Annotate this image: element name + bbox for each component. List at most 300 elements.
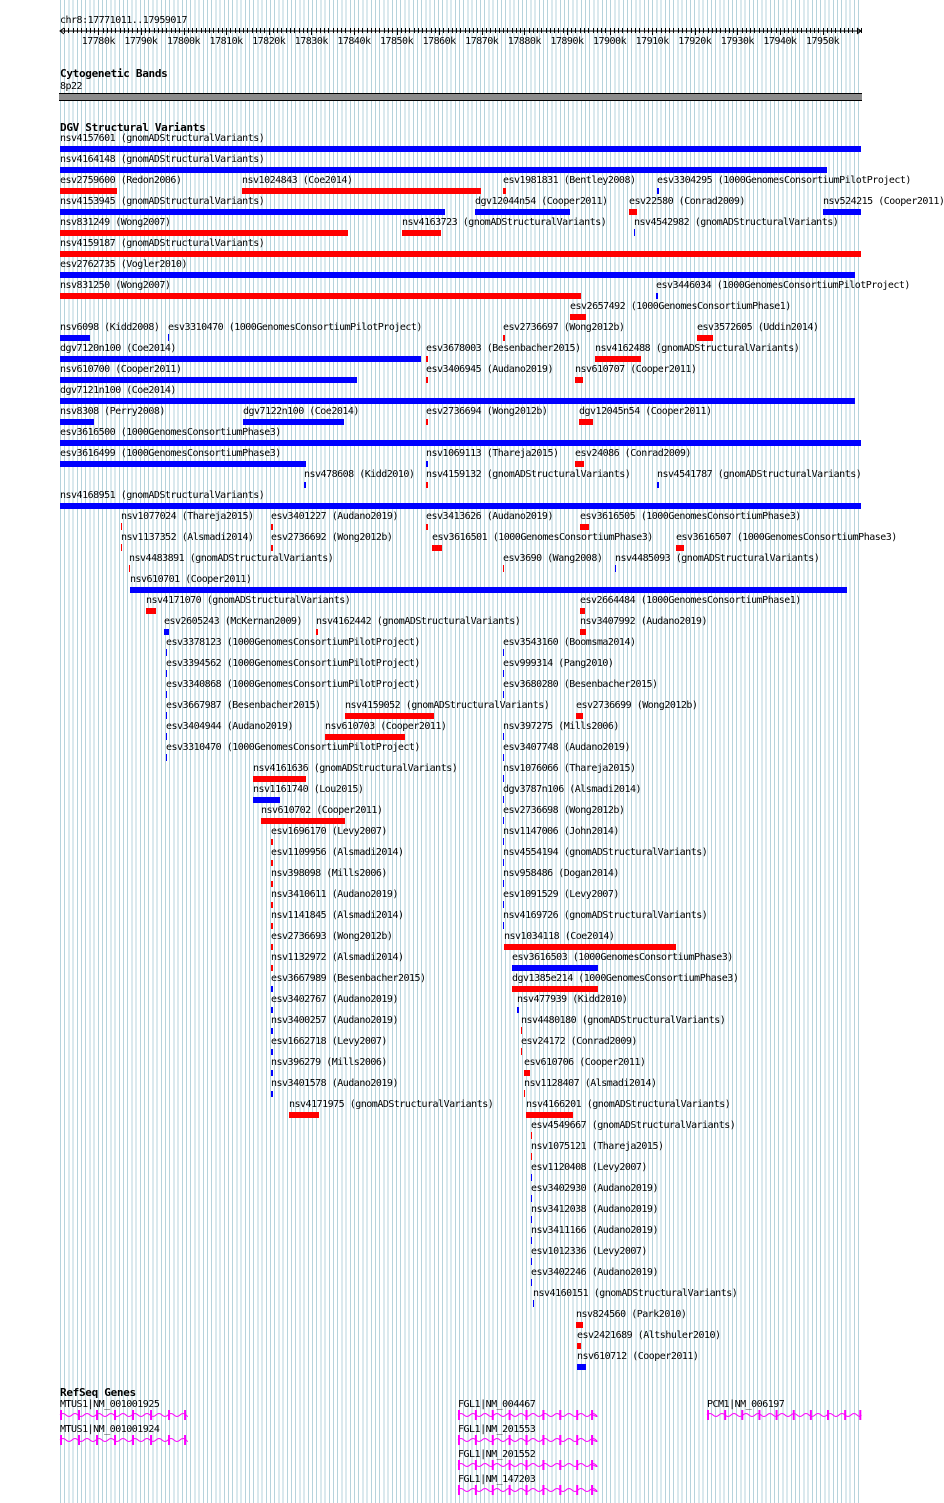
variant-label[interactable]: nsv1132972 (Alsmadi2014) (271, 952, 404, 963)
gene-exon (559, 1435, 561, 1445)
variant-bar[interactable] (517, 1007, 519, 1013)
position-label: chr8:17771011..17959017 (60, 15, 187, 26)
variant-bar[interactable] (580, 608, 585, 614)
variant-label[interactable]: nsv4162442 (gnomADStructuralVariants) (316, 616, 521, 627)
gene-label[interactable]: FGL1|NM_004467 (458, 1399, 536, 1410)
variant-label[interactable]: nsv610712 (Cooper2011) (577, 1351, 699, 1362)
gene-model[interactable] (60, 1434, 194, 1446)
variant-label[interactable]: esv2736697 (Wong2012b) (503, 322, 625, 333)
variant-marker[interactable] (634, 229, 635, 236)
variant-marker[interactable] (166, 712, 167, 719)
variant-bar[interactable] (402, 230, 441, 236)
variant-bar[interactable] (503, 188, 506, 194)
variant-marker[interactable] (503, 733, 504, 740)
variant-bar[interactable] (426, 356, 428, 362)
variant-bar[interactable] (271, 1070, 273, 1076)
gene-model[interactable] (458, 1459, 601, 1471)
variant-label[interactable]: nsv3400257 (Audano2019) (271, 1015, 398, 1026)
variant-bar[interactable] (60, 419, 94, 425)
variant-bar[interactable] (60, 146, 861, 152)
variant-label[interactable]: esv3402767 (Audano2019) (271, 994, 398, 1005)
variant-label[interactable]: esv2736694 (Wong2012b) (426, 406, 548, 417)
variant-bar[interactable] (345, 713, 434, 719)
variant-label[interactable]: esv3616505 (1000GenomesConsortiumPhase3) (580, 511, 801, 522)
variant-bar[interactable] (580, 524, 589, 530)
variant-label[interactable]: esv4549667 (gnomADStructuralVariants) (531, 1120, 736, 1131)
variant-label[interactable]: dgv1385e214 (1000GenomesConsortiumPhase3) (512, 973, 739, 984)
variant-label[interactable]: esv1981831 (Bentley2008) (503, 175, 636, 186)
variant-label[interactable]: esv3680280 (Besenbacher2015) (503, 679, 658, 690)
variant-bar[interactable] (570, 314, 586, 320)
variant-label[interactable]: esv2759600 (Redon2006) (60, 175, 182, 186)
ruler-tick-label: 17940k (763, 36, 797, 47)
variant-label[interactable]: nsv6098 (Kidd2008) (60, 322, 160, 333)
variant-label[interactable]: nsv3411166 (Audano2019) (531, 1225, 658, 1236)
variant-label[interactable]: esv3304295 (1000GenomesConsortiumPilotProject) (657, 175, 911, 186)
variant-bar[interactable] (271, 986, 273, 992)
variant-bar[interactable] (164, 629, 169, 635)
variant-marker[interactable] (168, 334, 169, 341)
variant-label[interactable]: esv1109956 (Alsmadi2014) (271, 847, 404, 858)
variant-label[interactable]: esv3667989 (Besenbacher2015) (271, 973, 426, 984)
variant-marker[interactable] (503, 796, 504, 803)
variant-bar[interactable] (271, 545, 273, 551)
variant-label[interactable]: nsv1024843 (Coe2014) (242, 175, 353, 186)
variant-marker[interactable] (166, 733, 167, 740)
gene-exon (509, 1460, 511, 1470)
variant-label[interactable]: esv3616499 (1000GenomesConsortiumPhase3) (60, 448, 281, 459)
gene-exon (526, 1410, 528, 1420)
gene-exon (475, 1435, 477, 1445)
variant-label[interactable]: nsv4161636 (gnomADStructuralVariants) (253, 763, 458, 774)
variant-marker[interactable] (524, 1090, 525, 1097)
variant-bar[interactable] (60, 377, 357, 383)
variant-label[interactable]: esv3401227 (Audano2019) (271, 511, 398, 522)
ruler-tick-label: 17810k (209, 36, 243, 47)
variant-bar[interactable] (676, 545, 684, 551)
variant-label[interactable]: nsv1147006 (John2014) (503, 826, 619, 837)
gene-exon (458, 1460, 460, 1470)
variant-bar[interactable] (575, 461, 584, 467)
variant-marker[interactable] (166, 670, 167, 677)
gene-exon (559, 1460, 561, 1470)
variant-label[interactable]: esv2762735 (Vogler2010) (60, 259, 187, 270)
variant-bar[interactable] (656, 293, 658, 299)
variant-label[interactable]: esv24172 (Conrad2009) (521, 1036, 637, 1047)
variant-bar[interactable] (524, 1070, 530, 1076)
variant-bar[interactable] (271, 1028, 273, 1034)
cytoband-track-title: Cytogenetic Bands (60, 67, 168, 80)
variant-label[interactable]: dgv7121n100 (Coe2014) (60, 385, 176, 396)
variant-label[interactable]: nsv610707 (Cooper2011) (575, 364, 697, 375)
variant-bar[interactable] (426, 482, 428, 488)
variant-marker[interactable] (531, 1132, 532, 1139)
variant-marker[interactable] (531, 1195, 532, 1202)
gene-exon (559, 1485, 561, 1495)
gene-exon (724, 1410, 726, 1420)
variant-label[interactable]: nsv958486 (Dogan2014) (503, 868, 619, 879)
variant-bar[interactable] (60, 230, 348, 236)
variant-label[interactable]: nsv396279 (Mills2006) (271, 1057, 387, 1068)
variant-label[interactable]: nsv3412038 (Audano2019) (531, 1204, 658, 1215)
variant-label[interactable]: nsv3401578 (Audano2019) (271, 1078, 398, 1089)
variant-label[interactable]: nsv4541787 (gnomADStructuralVariants) (657, 469, 862, 480)
variant-bar[interactable] (289, 1112, 319, 1118)
variant-bar[interactable] (60, 335, 90, 341)
variant-bar[interactable] (577, 1364, 586, 1370)
gene-label[interactable]: MTUS1|NM_001001925 (60, 1399, 160, 1410)
gene-exon (542, 1485, 544, 1495)
ruler-tick-label: 17950k (806, 36, 840, 47)
variant-bar[interactable] (60, 167, 827, 173)
gene-exon (458, 1410, 460, 1420)
gene-exon (591, 1460, 593, 1470)
variant-marker[interactable] (129, 565, 130, 572)
variant-label[interactable]: nsv1161740 (Lou2015) (253, 784, 364, 795)
gene-model[interactable] (458, 1434, 601, 1446)
variant-label[interactable]: nsv4169726 (gnomADStructuralVariants) (503, 910, 708, 921)
variant-label[interactable]: esv3446034 (1000GenomesConsortiumPilotProject) (656, 280, 910, 291)
cytoband-bar[interactable] (59, 93, 862, 101)
gene-exon (492, 1485, 494, 1495)
variant-bar[interactable] (271, 524, 273, 530)
variant-label[interactable]: nsv4157601 (gnomADStructuralVariants) (60, 133, 265, 144)
variant-marker[interactable] (503, 565, 504, 572)
variant-marker[interactable] (521, 1048, 522, 1055)
variant-bar[interactable] (271, 839, 273, 845)
variant-label[interactable]: esv3378123 (1000GenomesConsortiumPilotProject) (166, 637, 420, 648)
variant-marker[interactable] (503, 691, 504, 698)
variant-bar[interactable] (243, 419, 344, 425)
variant-bar[interactable] (253, 797, 280, 803)
variant-label[interactable]: esv1696170 (Levy2007) (271, 826, 387, 837)
variant-bar[interactable] (512, 965, 598, 971)
gene-exon (576, 1460, 578, 1470)
variant-bar[interactable] (261, 818, 345, 824)
variant-bar[interactable] (426, 377, 428, 383)
variant-label[interactable]: nsv4483891 (gnomADStructuralVariants) (129, 553, 334, 564)
variant-label[interactable]: esv3340868 (1000GenomesConsortiumPilotProject) (166, 679, 420, 690)
variant-marker[interactable] (531, 1174, 532, 1181)
variant-label[interactable]: nsv8308 (Perry2008) (60, 406, 165, 417)
variant-bar[interactable] (325, 734, 405, 740)
variant-bar[interactable] (242, 188, 481, 194)
variant-bar[interactable] (512, 986, 598, 992)
gene-exon (591, 1410, 593, 1420)
variant-label[interactable]: nsv4160151 (gnomADStructuralVariants) (533, 1288, 738, 1299)
variant-bar[interactable] (426, 419, 428, 425)
gene-exon (475, 1485, 477, 1495)
gene-label[interactable]: FGL1|NM_201552 (458, 1449, 536, 1460)
variant-bar[interactable] (304, 482, 306, 488)
ruler-tick-label: 17920k (678, 36, 712, 47)
variant-bar[interactable] (271, 1049, 273, 1055)
variant-bar[interactable] (426, 461, 428, 467)
gene-exon (96, 1410, 98, 1420)
variant-marker[interactable] (503, 817, 504, 824)
variant-bar[interactable] (577, 1343, 581, 1349)
variant-bar[interactable] (60, 461, 306, 467)
variant-bar[interactable] (426, 524, 428, 530)
variant-label[interactable]: nsv397275 (Mills2006) (503, 721, 619, 732)
gene-exon (776, 1410, 778, 1420)
gene-exon (526, 1435, 528, 1445)
variant-bar[interactable] (271, 965, 273, 971)
variant-bar[interactable] (271, 944, 273, 950)
variant-label[interactable]: esv1662718 (Levy2007) (271, 1036, 387, 1047)
variant-label[interactable]: nsv4485093 (gnomADStructuralVariants) (615, 553, 820, 564)
variant-bar[interactable] (316, 629, 318, 635)
variant-label[interactable]: nsv610700 (Cooper2011) (60, 364, 182, 375)
variant-label[interactable]: esv3402930 (Audano2019) (531, 1183, 658, 1194)
variant-marker[interactable] (503, 922, 504, 929)
variant-marker[interactable] (533, 1300, 534, 1307)
variant-label[interactable]: esv2736699 (Wong2012b) (576, 700, 698, 711)
variant-bar[interactable] (60, 272, 855, 278)
variant-label[interactable]: esv999314 (Pang2010) (503, 658, 614, 669)
variant-label[interactable]: nsv4171975 (gnomADStructuralVariants) (289, 1099, 494, 1110)
variant-label[interactable]: dgv3787n106 (Alsmadi2014) (503, 784, 642, 795)
variant-bar[interactable] (271, 860, 273, 866)
gene-exon (114, 1435, 116, 1445)
variant-label[interactable]: nsv1137352 (Alsmadi2014) (121, 532, 254, 543)
variant-label[interactable]: esv22580 (Conrad2009) (629, 196, 745, 207)
gene-label[interactable]: FGL1|NM_147203 (458, 1474, 536, 1485)
gene-exon (168, 1410, 170, 1420)
variant-marker[interactable] (531, 1279, 532, 1286)
gene-exon (78, 1435, 80, 1445)
variant-label[interactable]: dgv7122n100 (Coe2014) (243, 406, 359, 417)
variant-bar[interactable] (60, 503, 861, 509)
ruler-tick-label: 17840k (337, 36, 371, 47)
variant-label[interactable]: esv3616501 (1000GenomesConsortiumPhase3) (432, 532, 653, 543)
variant-marker[interactable] (503, 670, 504, 677)
variant-bar[interactable] (60, 398, 855, 404)
variant-label[interactable]: nsv831249 (Wong2007) (60, 217, 171, 228)
cytoband-name: 8p22 (60, 81, 83, 92)
variant-label[interactable]: nsv4554194 (gnomADStructuralVariants) (503, 847, 708, 858)
gene-exon (741, 1410, 743, 1420)
variant-label[interactable]: nsv1034118 (Coe2014) (504, 931, 615, 942)
variant-bar[interactable] (475, 209, 570, 215)
variant-bar[interactable] (657, 482, 659, 488)
variant-label[interactable]: esv3616507 (1000GenomesConsortiumPhase3) (676, 532, 897, 543)
variant-label[interactable]: esv2421689 (Altshuler2010) (577, 1330, 721, 1341)
variant-label[interactable]: nsv1141845 (Alsmadi2014) (271, 910, 404, 921)
gene-label[interactable]: PCM1|NM_006197 (707, 1399, 785, 1410)
gene-model[interactable] (60, 1409, 194, 1421)
variant-bar[interactable] (60, 209, 445, 215)
gene-model[interactable] (458, 1484, 601, 1496)
variant-bar[interactable] (657, 188, 659, 194)
variant-label[interactable]: esv3667987 (Besenbacher2015) (166, 700, 321, 711)
variant-label[interactable]: nsv4163723 (gnomADStructuralVariants) (402, 217, 607, 228)
variant-marker[interactable] (615, 565, 616, 572)
variant-bar[interactable] (60, 440, 861, 446)
variant-label[interactable]: esv3394562 (1000GenomesConsortiumPilotProject) (166, 658, 420, 669)
variant-bar[interactable] (146, 608, 156, 614)
variant-bar[interactable] (60, 251, 861, 257)
variant-label[interactable]: nsv4159052 (gnomADStructuralVariants) (345, 700, 550, 711)
variant-label[interactable]: esv3616503 (1000GenomesConsortiumPhase3) (512, 952, 733, 963)
variant-label[interactable]: esv2736692 (Wong2012b) (271, 532, 393, 543)
ruler-tick-label: 17850k (379, 36, 414, 47)
variant-bar[interactable] (526, 1112, 573, 1118)
gene-exon (827, 1410, 829, 1420)
variant-marker[interactable] (531, 1216, 532, 1223)
variant-label[interactable]: nsv831250 (Wong2007) (60, 280, 171, 291)
variant-marker[interactable] (166, 754, 167, 761)
variant-bar[interactable] (697, 335, 713, 341)
variant-marker[interactable] (503, 775, 504, 782)
variant-label[interactable]: esv3404944 (Audano2019) (166, 721, 293, 732)
variant-bar[interactable] (580, 629, 586, 635)
variant-label[interactable]: nsv1069113 (Thareja2015) (426, 448, 559, 459)
variant-label[interactable]: esv2736693 (Wong2012b) (271, 931, 393, 942)
variant-label[interactable]: dgv12044n54 (Cooper2011) (475, 196, 608, 207)
variant-bar[interactable] (575, 377, 583, 383)
variant-label[interactable]: nsv4153945 (gnomADStructuralVariants) (60, 196, 265, 207)
variant-label[interactable]: nsv477939 (Kidd2010) (517, 994, 628, 1005)
variant-bar[interactable] (823, 209, 861, 215)
variant-label[interactable]: esv3407748 (Audano2019) (503, 742, 630, 753)
variant-label[interactable]: nsv398098 (Mills2006) (271, 868, 387, 879)
variant-label[interactable]: esv3616500 (1000GenomesConsortiumPhase3) (60, 427, 281, 438)
variant-label[interactable]: nsv610703 (Cooper2011) (325, 721, 447, 732)
variant-label[interactable]: nsv4168951 (gnomADStructuralVariants) (60, 490, 265, 501)
gene-model[interactable] (707, 1409, 869, 1421)
variant-label[interactable]: nsv478608 (Kidd2010) (304, 469, 415, 480)
variant-marker[interactable] (121, 544, 122, 551)
variant-label[interactable]: nsv3407992 (Audano2019) (580, 616, 707, 627)
gene-label[interactable]: MTUS1|NM_001001924 (60, 1424, 160, 1435)
gene-exon (168, 1435, 170, 1445)
variant-label[interactable]: esv3310470 (1000GenomesConsortiumPilotProject) (166, 742, 420, 753)
variant-label[interactable]: nsv4164148 (gnomADStructuralVariants) (60, 154, 265, 165)
gene-exon (844, 1410, 846, 1420)
variant-marker[interactable] (503, 649, 504, 656)
gene-exon (793, 1410, 795, 1420)
variant-marker[interactable] (503, 838, 504, 845)
gene-model[interactable] (458, 1409, 601, 1421)
gene-exon (542, 1460, 544, 1470)
variant-bar[interactable] (271, 881, 273, 887)
variant-marker[interactable] (531, 1237, 532, 1244)
gene-exon (184, 1435, 186, 1445)
variant-label[interactable]: esv610706 (Cooper2011) (524, 1057, 646, 1068)
variant-marker[interactable] (531, 1153, 532, 1160)
variant-label[interactable]: esv2657492 (1000GenomesConsortiumPhase1) (570, 301, 791, 312)
variant-marker[interactable] (531, 1258, 532, 1265)
variant-bar[interactable] (130, 587, 847, 593)
variant-marker[interactable] (166, 649, 167, 656)
dgv-track-title: DGV Structural Variants (60, 121, 206, 134)
variant-label[interactable]: esv2605243 (McKernan2009) (164, 616, 303, 627)
variant-label[interactable]: esv1091529 (Levy2007) (503, 889, 619, 900)
variant-marker[interactable] (166, 691, 167, 698)
variant-label[interactable]: nsv1076066 (Thareja2015) (503, 763, 636, 774)
variant-label[interactable]: nsv4480180 (gnomADStructuralVariants) (521, 1015, 726, 1026)
variant-label[interactable]: esv1120408 (Levy2007) (531, 1162, 647, 1173)
variant-bar[interactable] (432, 545, 442, 551)
variant-label[interactable]: nsv4171070 (gnomADStructuralVariants) (146, 595, 351, 606)
variant-bar[interactable] (60, 188, 117, 194)
gene-exon (132, 1410, 134, 1420)
variant-marker[interactable] (503, 880, 504, 887)
variant-label[interactable]: nsv4162488 (gnomADStructuralVariants) (595, 343, 800, 354)
variant-label[interactable]: nsv610701 (Cooper2011) (130, 574, 252, 585)
ruler-tick-label: 17880k (507, 36, 541, 47)
variant-marker[interactable] (503, 901, 504, 908)
ruler-tick-label: 17930k (720, 36, 754, 47)
variant-label[interactable]: nsv610702 (Cooper2011) (261, 805, 383, 816)
variant-marker[interactable] (503, 859, 504, 866)
variant-label[interactable]: esv2664484 (1000GenomesConsortiumPhase1) (580, 595, 801, 606)
variant-label[interactable]: nsv4542982 (gnomADStructuralVariants) (634, 217, 839, 228)
variant-label[interactable]: esv3413626 (Audano2019) (426, 511, 553, 522)
variant-label[interactable]: esv3572605 (Uddin2014) (697, 322, 819, 333)
variant-bar[interactable] (579, 419, 593, 425)
refseq-track-title: RefSeq Genes (60, 1386, 136, 1399)
ruler-tick-label: 17830k (294, 36, 328, 47)
variant-bar[interactable] (271, 1091, 273, 1097)
gene-exon (542, 1435, 544, 1445)
variant-bar[interactable] (595, 356, 641, 362)
variant-bar[interactable] (503, 335, 505, 341)
variant-label[interactable]: nsv824560 (Park2010) (576, 1309, 687, 1320)
variant-label[interactable]: esv3406945 (Audano2019) (426, 364, 553, 375)
variant-label[interactable]: esv3310470 (1000GenomesConsortiumPilotProject) (168, 322, 422, 333)
variant-bar[interactable] (60, 356, 421, 362)
variant-label[interactable]: esv3678003 (Besenbacher2015) (426, 343, 581, 354)
variant-bar[interactable] (271, 902, 273, 908)
gene-label[interactable]: FGL1|NM_201553 (458, 1424, 536, 1435)
gene-exon (114, 1410, 116, 1420)
variant-label[interactable]: esv2736698 (Wong2012b) (503, 805, 625, 816)
variant-label[interactable]: nsv1077024 (Thareja2015) (121, 511, 254, 522)
gene-exon (707, 1410, 709, 1420)
variant-bar[interactable] (271, 923, 273, 929)
variant-label[interactable]: esv3690 (Wang2008) (503, 553, 603, 564)
variant-label[interactable]: esv3402246 (Audano2019) (531, 1267, 658, 1278)
variant-bar[interactable] (576, 1322, 583, 1328)
variant-label[interactable]: dgv7120n100 (Coe2014) (60, 343, 176, 354)
variant-bar[interactable] (271, 1007, 273, 1013)
variant-label[interactable]: nsv1128407 (Alsmadi2014) (524, 1078, 657, 1089)
variant-bar[interactable] (60, 293, 581, 299)
variant-bar[interactable] (629, 209, 637, 215)
gene-exon (458, 1485, 460, 1495)
gene-exon (150, 1435, 152, 1445)
gene-exon (542, 1410, 544, 1420)
variant-label[interactable]: dgv12045n54 (Cooper2011) (579, 406, 712, 417)
variant-label[interactable]: nsv4159187 (gnomADStructuralVariants) (60, 238, 265, 249)
variant-label[interactable]: nsv3410611 (Audano2019) (271, 889, 398, 900)
variant-marker[interactable] (503, 754, 504, 761)
variant-marker[interactable] (121, 523, 122, 530)
variant-label[interactable]: esv24086 (Conrad2009) (575, 448, 691, 459)
variant-label[interactable]: nsv4159132 (gnomADStructuralVariants) (426, 469, 631, 480)
variant-bar[interactable] (504, 944, 676, 950)
variant-label[interactable]: nsv4166201 (gnomADStructuralVariants) (526, 1099, 731, 1110)
variant-label[interactable]: nsv524215 (Cooper2011) (823, 196, 944, 207)
variant-bar[interactable] (253, 776, 306, 782)
variant-label[interactable]: esv1012336 (Levy2007) (531, 1246, 647, 1257)
variant-bar[interactable] (576, 713, 583, 719)
variant-label[interactable]: esv3543160 (Boomsma2014) (503, 637, 636, 648)
variant-label[interactable]: nsv1075121 (Thareja2015) (531, 1141, 664, 1152)
variant-marker[interactable] (521, 1027, 522, 1034)
